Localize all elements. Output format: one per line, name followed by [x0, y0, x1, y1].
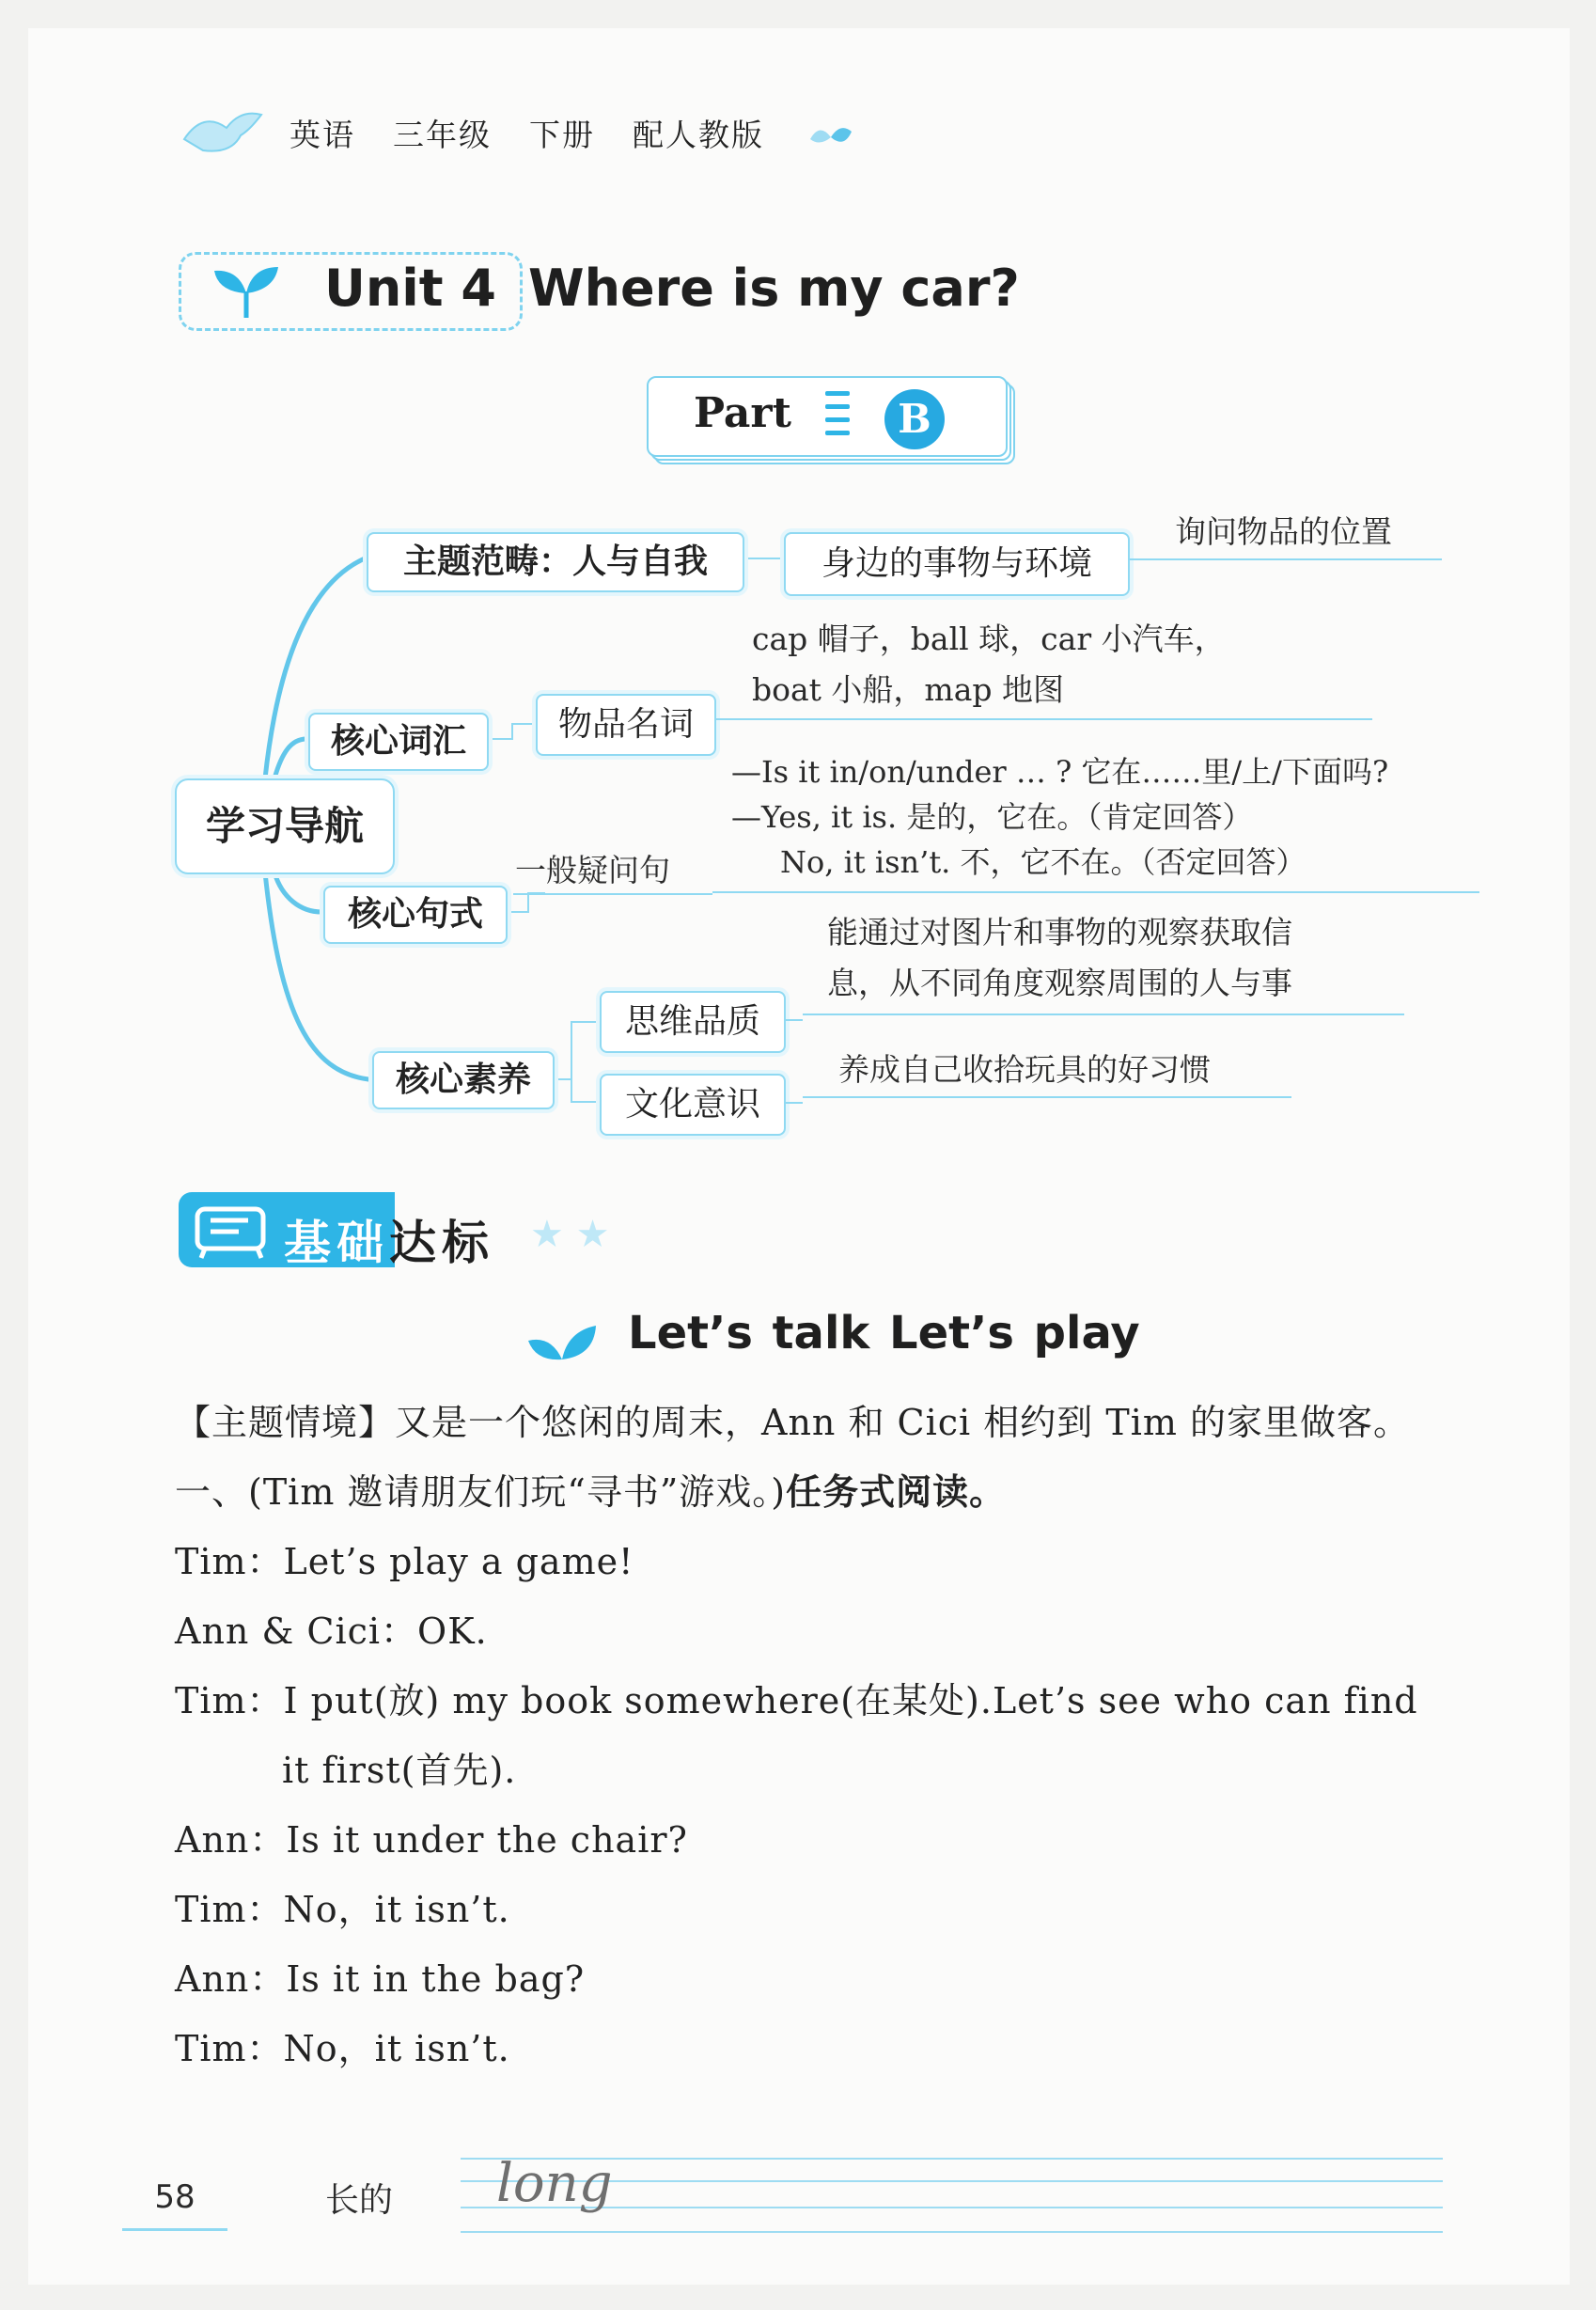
literacy-label: 核心素养: [372, 1051, 555, 1109]
task-title: 任务式阅读。: [786, 1471, 1007, 1513]
task-prefix: 一、(Tim 邀请朋友们玩“寻书”游戏。): [175, 1471, 787, 1513]
dialogue-line: Tim：I put(放) my book somewhere(在某处).Let’s see who can find: [175, 1680, 1418, 1721]
dialogue-line: Ann：Is it under the chair?: [175, 1819, 688, 1861]
desk-icon: [192, 1202, 273, 1260]
dialogue-line: Ann & Cici：OK.: [175, 1611, 488, 1652]
part-letter: B: [884, 389, 945, 449]
dialogue-line: Tim：No，it isn’t.: [175, 2028, 510, 2069]
header-volume: 下册: [529, 117, 595, 153]
rating-stars: ★ ★: [530, 1213, 610, 1256]
talk-title: Let’s talk Let’s play: [628, 1307, 1140, 1359]
thinking-line1: 能通过对图片和事物的观察获取信: [827, 914, 1292, 951]
leaf-icon-talk: [526, 1318, 598, 1363]
unit-label: Unit 4: [324, 259, 496, 318]
section-title: [284, 1205, 494, 1273]
vocab-line1: cap 帽子，ball 球，car 小汽车，: [752, 621, 1226, 657]
dialogue-line: it first(首先).: [282, 1750, 517, 1791]
vocab-word-cn: 长的: [325, 2181, 394, 2220]
vocab-label: 核心词汇: [308, 713, 489, 771]
sentence-label: 核心句式: [323, 886, 508, 944]
dialogue-line: Tim：Let’s play a game!: [175, 1541, 634, 1582]
unit-name: Where is my car?: [528, 259, 1020, 318]
header-grade: 三年级: [393, 117, 492, 153]
mindmap-center: 学习导航: [175, 778, 395, 874]
theme-note: 询问物品的位置: [1175, 513, 1392, 550]
vocab-word-en: long: [496, 2153, 613, 2214]
sentence-line3: No, it isn’t. 不，它不在。（否定回答）: [780, 844, 1307, 880]
theme-label: 主题范畴：人与自我: [367, 532, 744, 592]
section-title-a: 基础: [284, 1216, 389, 1270]
page-number: 58: [122, 2170, 227, 2231]
thinking-label: 思维品质: [600, 991, 786, 1053]
task-heading: [175, 1463, 1006, 1515]
context-text: 【主题情境】又是一个悠闲的周末，Ann 和 Cici 相约到 Tim 的家里做客。: [175, 1402, 1410, 1443]
dialogue-line: Ann：Is it in the bag?: [175, 1958, 586, 2000]
header-subject: 英语: [289, 117, 355, 153]
culture-line1: 养成自己收拾玩具的好习惯: [838, 1051, 1211, 1088]
sentence-sub: 一般疑问句: [515, 852, 670, 888]
theme-sub: 身边的事物与环境: [784, 532, 1130, 596]
section-title-b: 达标: [389, 1216, 494, 1270]
thinking-line2: 息，从不同角度观察周围的人与事: [827, 965, 1292, 1001]
part-label: Part: [694, 389, 791, 437]
vocab-line2: boat 小船，map 地图: [752, 671, 1064, 708]
vocab-sub: 物品名词: [536, 694, 716, 756]
header-edition: 配人教版: [633, 117, 764, 153]
sentence-line2: —Yes, it is. 是的，它在。（肯定回答）: [731, 799, 1253, 835]
sentence-line1: —Is it in/on/under … ? 它在……里/上/下面吗?: [731, 754, 1389, 790]
dialogue-line: Tim：No，it isn’t.: [175, 1889, 510, 1930]
culture-label: 文化意识: [600, 1074, 786, 1136]
